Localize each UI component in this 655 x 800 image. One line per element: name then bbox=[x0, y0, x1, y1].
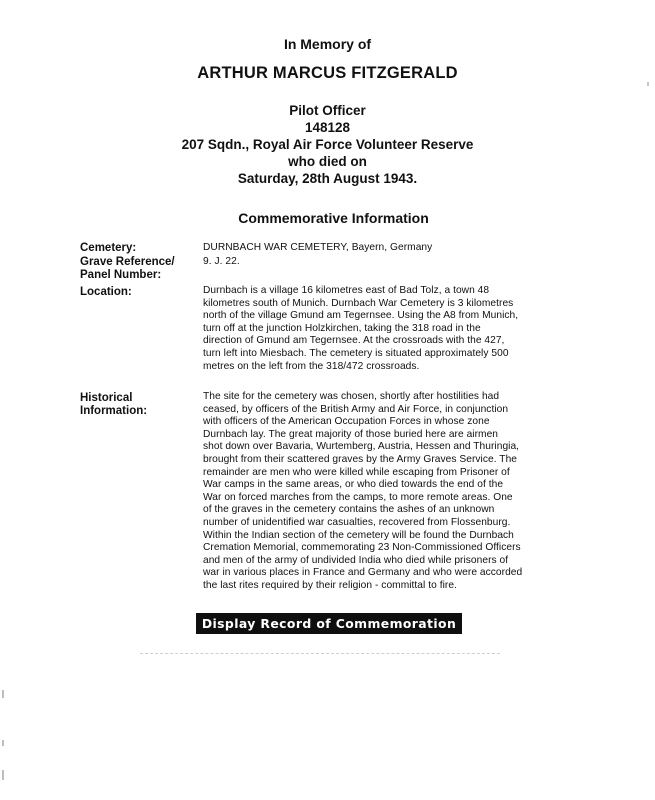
historical-line: Cremation Memorial, commemorating 23 Non-Commissioned Officers bbox=[203, 542, 521, 554]
location-line: turn off at the junction Holzkirchen, taking the 318 road in the bbox=[203, 322, 481, 334]
location-line: kilometres south of Munich. Durnbach War Cemetery is 3 kilometres bbox=[203, 297, 514, 309]
in-memory-heading: In Memory of bbox=[283, 36, 372, 52]
historical-info-value bbox=[203, 391, 613, 593]
historical-line: Within the Indian section of the cemetery will be found the Durnbach bbox=[203, 529, 514, 541]
scan-edge-mark bbox=[2, 690, 4, 698]
location-line: north of the village Gmund am Tegernsee. Using the A8 from Munich, bbox=[203, 310, 519, 322]
date-of-death: Saturday, 28th August 1943. bbox=[237, 171, 418, 186]
died-on-label: who died on bbox=[288, 154, 367, 169]
historical-line: Durnbach lay. The great majority of those buried here are airmen bbox=[203, 428, 499, 440]
historical-label-line2: Information: bbox=[80, 404, 148, 417]
unit: 207 Sqdn., Royal Air Force Volunteer Reserve bbox=[181, 137, 474, 152]
rank: Pilot Officer bbox=[289, 103, 366, 118]
historical-info-label bbox=[80, 392, 147, 417]
historical-line: shot down over Bavaria, Wurtemberg, Austria, Hessen and Thuringia, bbox=[203, 441, 520, 453]
location-line: metres on the left from the 318/472 crossroads. bbox=[203, 360, 420, 372]
grave-reference-value bbox=[203, 256, 613, 269]
scan-mark bbox=[647, 82, 649, 86]
commemorative-info-title: Commemorative Information bbox=[238, 210, 429, 226]
grave-reference-text: 9. J. 22. bbox=[203, 256, 240, 267]
historical-line: number of unidentified war casualties, recovered from Flossenburg. bbox=[203, 516, 511, 528]
historical-label-line1: Historical bbox=[80, 392, 133, 404]
historical-line: and men of the army of undivided India who died while prisoners of bbox=[203, 554, 509, 566]
historical-line: with officers of the American Occupation Forces in whose zone bbox=[203, 416, 490, 428]
footer-divider bbox=[140, 653, 500, 654]
cemetery-label: Cemetery: bbox=[80, 242, 137, 254]
historical-line: the last rites required by their religion - committal to fire. bbox=[203, 579, 457, 591]
service-details bbox=[0, 102, 655, 187]
historical-line: ceased, by officers of the British Army and Air Force, in conjunction bbox=[203, 403, 509, 415]
grave-reference-label-line1: Grave Reference/ bbox=[80, 256, 175, 268]
scan-edge-mark bbox=[2, 770, 4, 780]
location-label: Location: bbox=[80, 286, 132, 298]
service-number: 148128 bbox=[304, 120, 351, 135]
cemetery-name: DURNBACH WAR CEMETERY, Bayern, Germany bbox=[203, 242, 433, 253]
location-line: Durnbach is a village 16 kilometres east of Bad Tolz, a town 48 bbox=[203, 285, 490, 296]
grave-reference-label bbox=[80, 256, 175, 281]
historical-line: War on forced marches from the camps, to more remote areas. One bbox=[203, 491, 513, 503]
display-record-button[interactable]: Display Record of Commemoration bbox=[196, 613, 462, 634]
location-line: direction of Gmund am Tegernsee. At the crossroads with the 427, bbox=[203, 335, 505, 347]
historical-line: remainder are men who were killed while escaping from Prisoner of bbox=[203, 466, 510, 478]
historical-line: of the graves in the cemetery contains the ashes of an unknown bbox=[203, 504, 495, 516]
casualty-name: ARTHUR MARCUS FITZGERALD bbox=[197, 64, 458, 82]
location-value bbox=[203, 285, 613, 373]
grave-reference-label-line2: Panel Number: bbox=[80, 268, 162, 281]
scan-edge-mark bbox=[2, 740, 4, 746]
historical-line: brought from their scattered graves by the Army Graves Service. The bbox=[203, 453, 518, 465]
location-line: turn left into Miesbach. The cemetery is situated approximately 500 bbox=[203, 347, 509, 359]
historical-line: The site for the cemetery was chosen, shortly after hostilities had bbox=[203, 391, 500, 402]
historical-line: War camps in the same areas, or who died towards the end of the bbox=[203, 479, 504, 491]
cemetery-value bbox=[203, 242, 613, 255]
historical-line: war in various places in France and Germany and who were accorded bbox=[203, 567, 523, 579]
